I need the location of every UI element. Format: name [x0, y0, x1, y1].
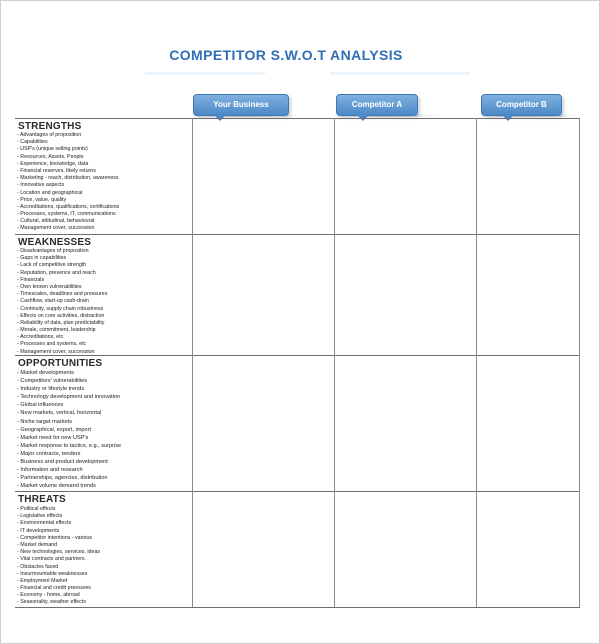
list-item: - Major contracts, tenders [17, 450, 121, 458]
list-item: - Gaps in capabilities [17, 255, 107, 262]
list-item: - Continuity, supply chain robustness [17, 306, 107, 313]
list-item: - Accreditations, etc [17, 334, 107, 341]
list-item: - Effects on core activities, distraction [17, 313, 107, 320]
list-item: - Experience, knowledge, data [17, 161, 119, 168]
list-item: - Employment Market [17, 578, 100, 585]
column-header-label: Your Business [213, 100, 269, 109]
list-item: - Lack of competitive strength [17, 262, 107, 269]
list-item: - Market demand [17, 542, 100, 549]
column-header-label: Competitor B [496, 100, 547, 109]
list-item: - Competitor intentions - various [17, 535, 100, 542]
list-item: - Obstacles faced [17, 564, 100, 571]
threats-list [17, 506, 100, 607]
list-item: - Financial reserves, likely returns [17, 168, 119, 175]
list-item: - Innovative aspects [17, 182, 119, 189]
list-item: - Marketing - reach, distribution, awareness [17, 175, 119, 182]
strengths-list [17, 132, 119, 233]
list-item: - Political effects [17, 506, 100, 513]
list-item: - Price, value, quality [17, 197, 119, 204]
list-item: - Financials [17, 277, 107, 284]
list-item: - Competitors' vulnerabilities [17, 377, 121, 385]
list-item: - Seasonality, weather effects [17, 599, 100, 606]
column-header-your-business [193, 94, 289, 116]
list-item: - Financial and credit pressures [17, 585, 100, 592]
list-item: - Insurmountable weaknesses [17, 571, 100, 578]
list-item: - Timescales, deadlines and pressures [17, 291, 107, 298]
list-item: - Reputation, presence and reach [17, 270, 107, 277]
column-header-competitor-a [336, 94, 418, 116]
list-item: - Environmental effects [17, 520, 100, 527]
list-item: - USP's (unique selling points) [17, 146, 119, 153]
list-item: - New markets, vertical, horizontal [17, 409, 121, 417]
list-item: - Own known vulnerabilities [17, 284, 107, 291]
table-row-divider [15, 118, 580, 119]
list-item: - Vital contracts and partners [17, 556, 100, 563]
list-item: - IT developments [17, 528, 100, 535]
list-item: - Management cover, succession [17, 225, 119, 232]
list-item: - Technology development and innovation [17, 393, 121, 401]
list-item: - Legislative effects [17, 513, 100, 520]
list-item: - Cashflow, start-up cash-drain [17, 298, 107, 305]
column-header-competitor-b [481, 94, 562, 116]
list-item: - Processes, systems, IT, communications [17, 211, 119, 218]
list-item: - Accreditations, qualifications, certifications [17, 204, 119, 211]
list-item: - Economy - home, abroad [17, 592, 100, 599]
list-item: - Cultural, attitudinal, behavioural [17, 218, 119, 225]
list-item: - Business and product development [17, 458, 121, 466]
table-column-divider [192, 118, 193, 607]
list-item: - Advantages of proposition [17, 132, 119, 139]
list-item: - Partnerships, agencies, distribution [17, 474, 121, 482]
table-row-divider [15, 491, 580, 492]
list-item: - Resources, Assets, People [17, 154, 119, 161]
list-item: - Capabilities [17, 139, 119, 146]
list-item: - Processes and systems, etc [17, 341, 107, 348]
weaknesses-heading: WEAKNESSES [18, 237, 92, 248]
table-row-divider [15, 607, 580, 608]
list-item: - Niche target markets [17, 418, 121, 426]
threats-heading: THREATS [18, 494, 66, 505]
title-underline-decoration [145, 72, 265, 75]
title-underline-decoration [330, 72, 470, 75]
list-item: - Morale, commitment, leadership [17, 327, 107, 334]
document-title: COMPETITOR S.W.O.T ANALYSIS [169, 47, 403, 63]
column-header-label: Competitor A [351, 100, 403, 109]
list-item: - Market volume demand trends [17, 482, 121, 490]
table-row-divider [15, 234, 580, 235]
list-item: - Market response to tactics, e.g., surprise [17, 442, 121, 450]
list-item: - Industry or lifestyle trends [17, 385, 121, 393]
table-column-divider [579, 118, 580, 607]
list-item: - Management cover, succession [17, 349, 107, 356]
table-column-divider [334, 118, 335, 607]
list-item: - Location and geographical [17, 190, 119, 197]
weaknesses-list [17, 248, 107, 356]
list-item: - Market developments [17, 369, 121, 377]
list-item: - Market need for new USP's [17, 434, 121, 442]
strengths-heading: STRENGTHS [18, 121, 82, 132]
table-column-divider [476, 118, 477, 607]
opportunities-list [17, 369, 121, 490]
list-item: - New technologies, services, ideas [17, 549, 100, 556]
list-item: - Reliability of data, plan predictability [17, 320, 107, 327]
list-item: - Global influences [17, 401, 121, 409]
list-item: - Information and research [17, 466, 121, 474]
list-item: - Disadvantages of proposition [17, 248, 107, 255]
list-item: - Geographical, export, import [17, 426, 121, 434]
opportunities-heading: OPPORTUNITIES [18, 358, 103, 369]
